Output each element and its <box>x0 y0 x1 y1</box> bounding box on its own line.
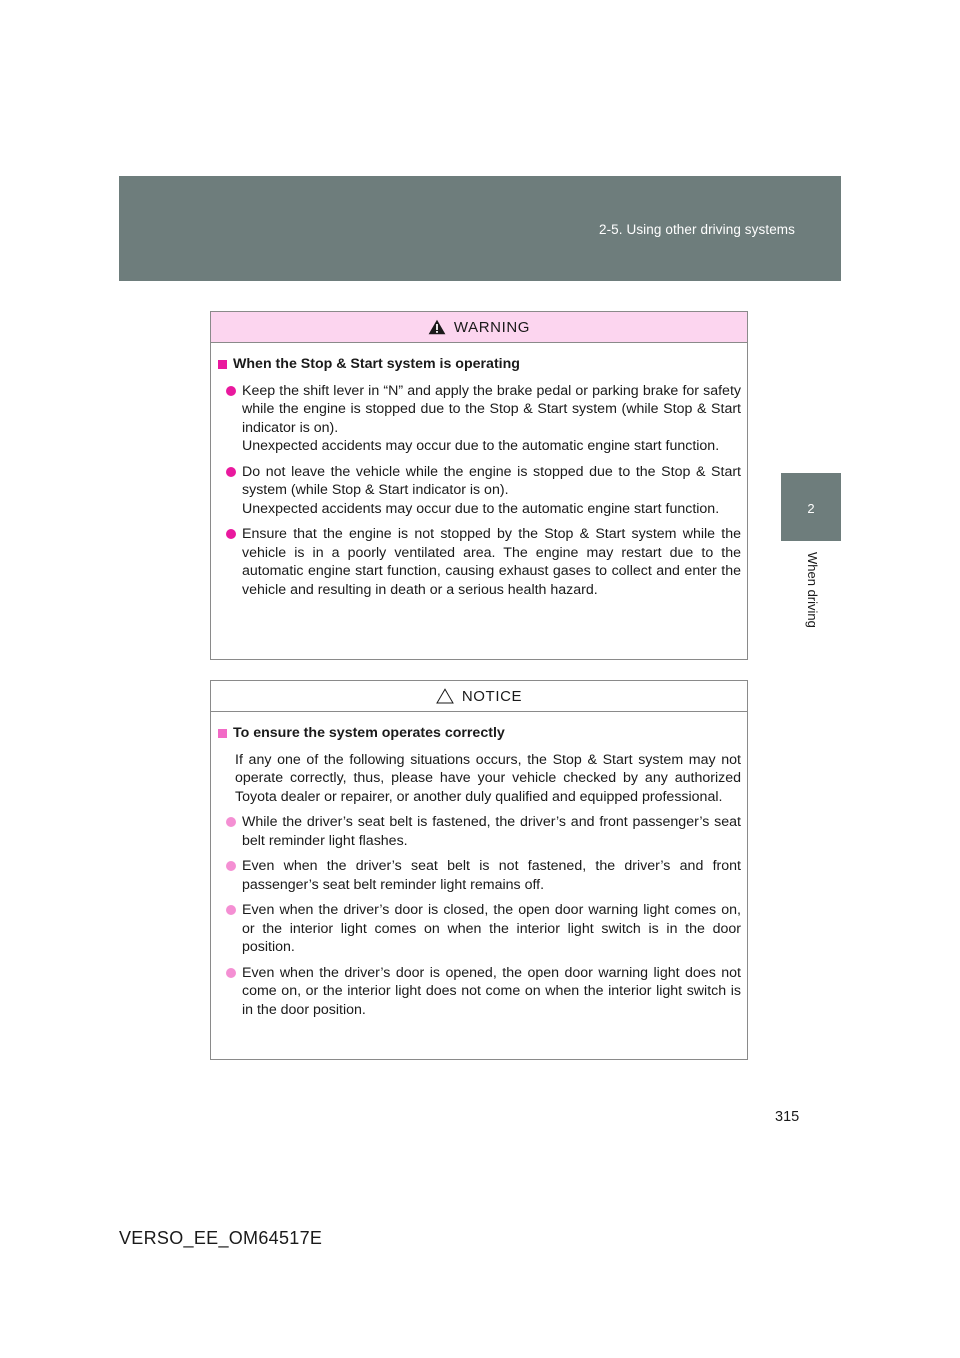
chapter-tab <box>781 473 841 541</box>
warning-heading-text: When the Stop & Start system is operating <box>233 356 520 372</box>
list-item-text: Ensure that the engine is not stopped by the Stop & Start system while the vehicle is in a poorly ventilated area. The engine may restart due to the automatic engine start function, causing exhaust gases to collect and enter the vehicle and resulting in death or a serious health hazard. <box>242 526 741 598</box>
page-number: 315 <box>775 1109 800 1125</box>
list-item <box>218 463 741 519</box>
list-item <box>218 382 741 456</box>
section-title: 2-5. Using other driving systems <box>598 222 795 237</box>
bullet-dot-icon <box>226 968 236 978</box>
bullet-dot-icon <box>226 529 236 539</box>
list-item-text: Even when the driver’s door is closed, the open door warning light comes on, or the interior light comes on when the interior light switch is in the door position. <box>242 902 741 955</box>
caution-triangle-outline-icon <box>436 688 454 704</box>
square-bullet-icon <box>218 729 227 738</box>
list-item-text: Unexpected accidents may occur due to the automatic engine start function. <box>242 438 720 454</box>
list-item <box>218 857 741 894</box>
warning-triangle-icon <box>428 319 446 335</box>
list-item-text: Even when the driver’s door is opened, the open door warning light does not come on, or the interior light does not come on when the interior light switch is in the door position. <box>242 964 741 1018</box>
notice-intro: If any one of the following situations occurs, the Stop & Start system may not operate correctly, thus, please have your vehicle checked by any authorized Toyota dealer or repairer, or another duly qualified and equipped professional. <box>235 751 741 805</box>
warning-header <box>211 312 747 343</box>
list-item <box>218 525 741 599</box>
notice-box <box>210 680 748 1060</box>
list-item-text: While the driver’s seat belt is fastened, the driver’s and front passenger’s seat belt reminder light flashes. <box>242 814 741 849</box>
bullet-dot-icon <box>226 467 236 477</box>
list-item-text: Unexpected accidents may occur due to the automatic engine start function. <box>242 500 720 517</box>
chapter-number: 2 <box>807 501 815 516</box>
bullet-dot-icon <box>226 905 236 915</box>
bullet-dot-icon <box>226 817 236 827</box>
list-item-text: Even when the driver’s seat belt is not fastened, the driver’s and front passenger’s seat belt reminder light remains off. <box>242 858 741 893</box>
list-item <box>218 964 741 1020</box>
warning-box <box>210 311 748 660</box>
notice-heading <box>218 724 741 743</box>
document-code: VERSO_EE_OM64517E <box>119 1228 323 1248</box>
list-item <box>218 813 741 850</box>
list-item <box>218 901 741 957</box>
square-bullet-icon <box>218 360 227 369</box>
list-item-text: Keep the shift lever in “N” and apply the brake pedal or parking brake for safety while the engine is stopped due to the Stop & Start system (while Stop & Start indicator is on). <box>242 382 741 436</box>
warning-title: WARNING <box>453 318 531 336</box>
notice-title: NOTICE <box>461 687 523 705</box>
bullet-dot-icon <box>226 861 236 871</box>
list-item-text: Do not leave the vehicle while the engine is stopped due to the Stop & Start system (while Stop & Start indicator is on). <box>242 463 741 498</box>
notice-header <box>211 681 747 712</box>
bullet-dot-icon <box>226 386 236 396</box>
notice-heading-text: To ensure the system operates correctly <box>233 725 505 741</box>
chapter-label: When driving <box>805 552 820 628</box>
warning-heading <box>218 355 741 374</box>
header-band <box>119 176 841 281</box>
